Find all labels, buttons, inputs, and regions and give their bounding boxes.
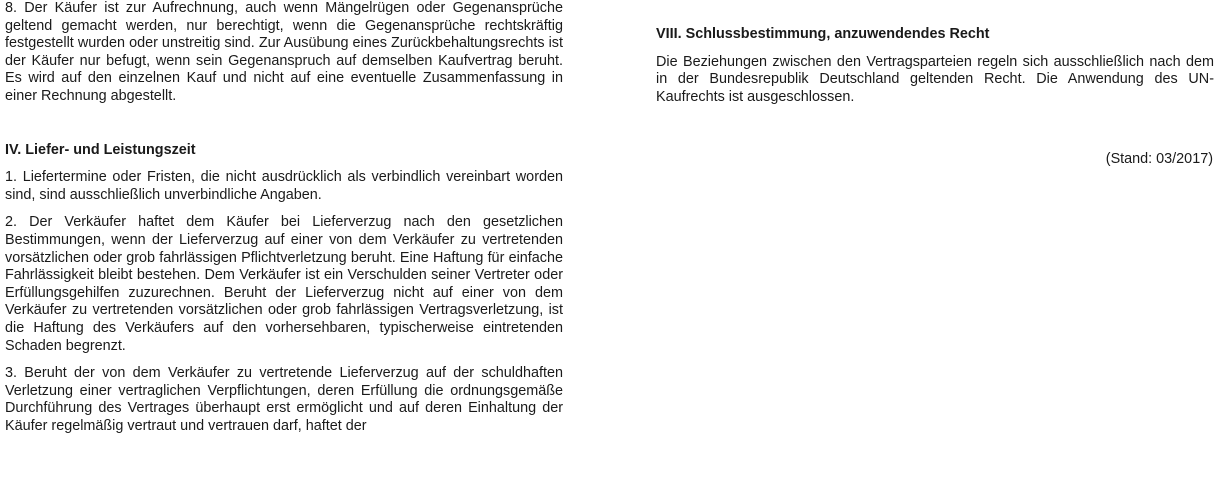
- section-iv-paragraph-2: 2. Der Verkäufer haftet dem Käufer bei Lieferverzug nach den gesetzlichen Bestimmungen, wenn der Lieferverzug auf einer von dem Verkäufer zu vertretenden vorsätzlichen oder grob fahrlässigen Pflichtverletzung beruht. Eine Haftung für einfache Fahrlässigkeit bleibt bestehen. Dem Verkäufer ist ein Verschulden seiner Vertreter oder Erfüllungsgehilfen zuzurechnen. Beruht der Lieferverzug nicht auf einer von dem Verkäufer zu vertretenden vorsätzlichen oder grob fahrlässigen Vertragsverletzung, ist die Haftung des Verkäufers auf den vorhersehbaren, typischerweise eintretenden Schaden begrenzt.: [5, 214, 563, 354]
- right-column: [656, 0, 1214, 116]
- section-iv-heading: IV. Liefer- und Leistungszeit: [5, 141, 196, 158]
- section-viii-heading: VIII. Schlussbestimmung, anzuwendendes Recht: [656, 26, 990, 42]
- section-viii-paragraph: Die Beziehungen zwischen den Vertragsparteien regeln sich ausschließlich nach dem in der Bundesrepublik Deutschland geltenden Recht. Die Anwendung des UN-Kaufrechts ist ausgeschlossen.: [656, 53, 1214, 105]
- section-iv-paragraph-1: 1. Liefertermine oder Fristen, die nicht ausdrücklich als verbindlich vereinbart worden sind, sind ausschließlich unverbindliche Angaben.: [5, 169, 563, 203]
- section-iv-paragraph-3: 3. Beruht der von dem Verkäufer zu vertretende Lieferverzug auf der schuldhaften Verletzung einer vertraglichen Verpflichtungen, deren Erfüllung die ordnungsgemäße Durchführung des Vertrages überhaupt erst ermöglicht und auf deren Einhaltung der Käufer regelmäßig vertraut und vertrauen darf, haftet der: [5, 365, 563, 434]
- left-column: [5, 0, 563, 445]
- paragraph-8: 8. Der Käufer ist zur Aufrechnung, auch wenn Mängelrügen oder Gegenansprüche geltend gemacht werden, nur berechtigt, wenn die Gegenansprüche rechtskräftig festgestellt wurden oder unstreitig sind. Zur Ausübung eines Zurückbehaltungsrechts ist der Käufer nur befugt, wenn sein Gegenanspruch auf demselben Kaufvertrag beruht. Es wird auf den einzelnen Kauf und nicht auf eine eventuelle Zusammenfassung in einer Rechnung abgestellt.: [5, 0, 563, 104]
- stand-date: (Stand: 03/2017): [1105, 151, 1213, 167]
